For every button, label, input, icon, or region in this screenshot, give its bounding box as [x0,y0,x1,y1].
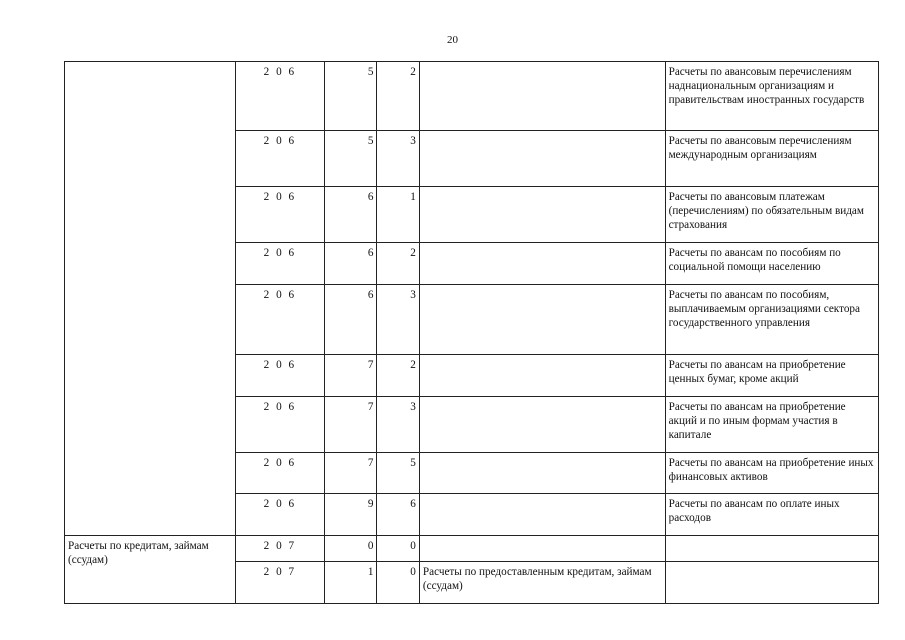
subaccount-a: 1 [324,562,377,604]
subaccount-a: 7 [324,397,377,453]
table-row [65,536,879,562]
subaccount-a: 6 [324,285,377,355]
account-name: Расчеты по авансам на приобретение акций и по иным формам участия в капитале [665,397,878,453]
description-cell [419,187,665,243]
account-code: 2 0 6 [235,187,324,243]
subaccount-b: 5 [377,453,419,494]
account-name: Расчеты по авансам по оплате иных расходов [665,494,878,536]
account-name: Расчеты по авансовым перечислениям международным организациям [665,131,878,187]
subaccount-a: 7 [324,355,377,397]
subaccount-b: 2 [377,62,419,131]
subaccount-b: 0 [377,562,419,604]
subaccount-b: 2 [377,355,419,397]
description-cell [419,494,665,536]
account-code: 2 0 6 [235,494,324,536]
section-cell: Расчеты по кредитам, займам (ссудам) [65,536,236,604]
description-cell [419,355,665,397]
subaccount-b: 1 [377,187,419,243]
subaccount-a: 0 [324,536,377,562]
account-code: 2 0 6 [235,285,324,355]
subaccount-b: 3 [377,131,419,187]
subaccount-b: 3 [377,285,419,355]
accounts-table [64,61,879,604]
subaccount-a: 6 [324,187,377,243]
section-cell [65,62,236,536]
account-name: Расчеты по авансам по пособиям, выплачиваемым организациями сектора государственного управления [665,285,878,355]
account-code: 2 0 6 [235,355,324,397]
account-code: 2 0 6 [235,453,324,494]
account-code: 2 0 6 [235,243,324,285]
subaccount-b: 6 [377,494,419,536]
description-cell [419,536,665,562]
account-code: 2 0 6 [235,131,324,187]
description-cell [419,243,665,285]
account-name [665,562,878,604]
subaccount-a: 5 [324,62,377,131]
account-name: Расчеты по авансовым платежам (перечислениям) по обязательным видам страхования [665,187,878,243]
description-cell [419,285,665,355]
subaccount-a: 7 [324,453,377,494]
account-code: 2 0 7 [235,562,324,604]
account-name: Расчеты по авансам по пособиям по социальной помощи населению [665,243,878,285]
account-name: Расчеты по авансовым перечислениям наднациональным организациям и правительствам иностранных государств [665,62,878,131]
subaccount-a: 6 [324,243,377,285]
account-name [665,536,878,562]
account-name: Расчеты по авансам на приобретение ценных бумаг, кроме акций [665,355,878,397]
page-number: 20 [447,34,458,46]
description-cell [419,62,665,131]
description-cell [419,453,665,494]
subaccount-a: 9 [324,494,377,536]
account-code: 2 0 6 [235,397,324,453]
description-cell: Расчеты по предоставленным кредитам, займам (ссудам) [419,562,665,604]
account-name: Расчеты по авансам на приобретение иных финансовых активов [665,453,878,494]
subaccount-a: 5 [324,131,377,187]
description-cell [419,131,665,187]
table-row [65,62,879,131]
account-code: 2 0 6 [235,62,324,131]
subaccount-b: 3 [377,397,419,453]
subaccount-b: 0 [377,536,419,562]
description-cell [419,397,665,453]
subaccount-b: 2 [377,243,419,285]
account-code: 2 0 7 [235,536,324,562]
